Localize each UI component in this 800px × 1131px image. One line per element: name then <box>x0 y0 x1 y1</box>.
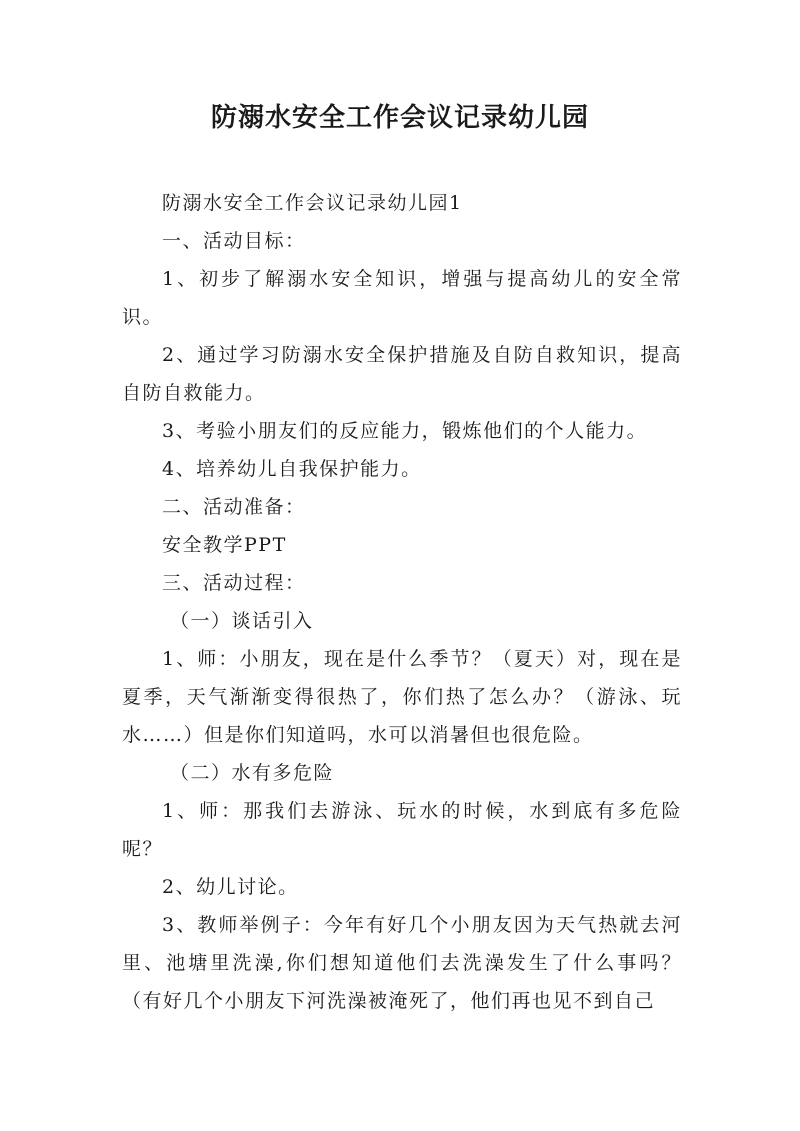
section-heading: 一、活动目标： <box>162 230 306 252</box>
paragraph: 3、考验小朋友们的反应能力，锻炼他们的个人能力。 <box>162 420 648 442</box>
paragraph: 3、教师举例子：今年有好几个小朋友因为天气热就去河里、池塘里洗澡,你们想知道他们去洗澡发生了什么事吗？（有好几个小朋友下河洗澡被淹死了，他们再也见不到自己 <box>122 914 682 1012</box>
paragraph: 2、幼儿讨论。 <box>162 876 299 898</box>
section-heading: 三、活动过程： <box>162 572 306 594</box>
paragraph: 2、通过学习防溺水安全保护措施及自防自救知识，提高自防自救能力。 <box>122 344 682 404</box>
sub-heading: （二）水有多危险 <box>170 762 335 784</box>
section-heading: 防溺水安全工作会议记录幼儿园1 <box>162 192 463 214</box>
section-heading: 二、活动准备： <box>162 496 306 518</box>
sub-heading: （一）谈话引入 <box>170 610 314 632</box>
document-title: 防溺水安全工作会议记录幼儿园 <box>210 103 589 133</box>
document-body <box>122 184 682 1020</box>
paragraph: 1、师：那我们去游泳、玩水的时候，水到底有多危险呢？ <box>122 800 682 860</box>
paragraph: 安全教学PPT <box>162 534 287 556</box>
paragraph: 1、初步了解溺水安全知识，增强与提高幼儿的安全常识。 <box>122 268 682 328</box>
paragraph: 1、师：小朋友，现在是什么季节？（夏天）对，现在是夏季，天气渐渐变得很热了，你们热了怎么办？（游泳、玩水……）但是你们知道吗，水可以消暑但也很危险。 <box>122 648 682 746</box>
paragraph: 4、培养幼儿自我保护能力。 <box>162 458 422 480</box>
